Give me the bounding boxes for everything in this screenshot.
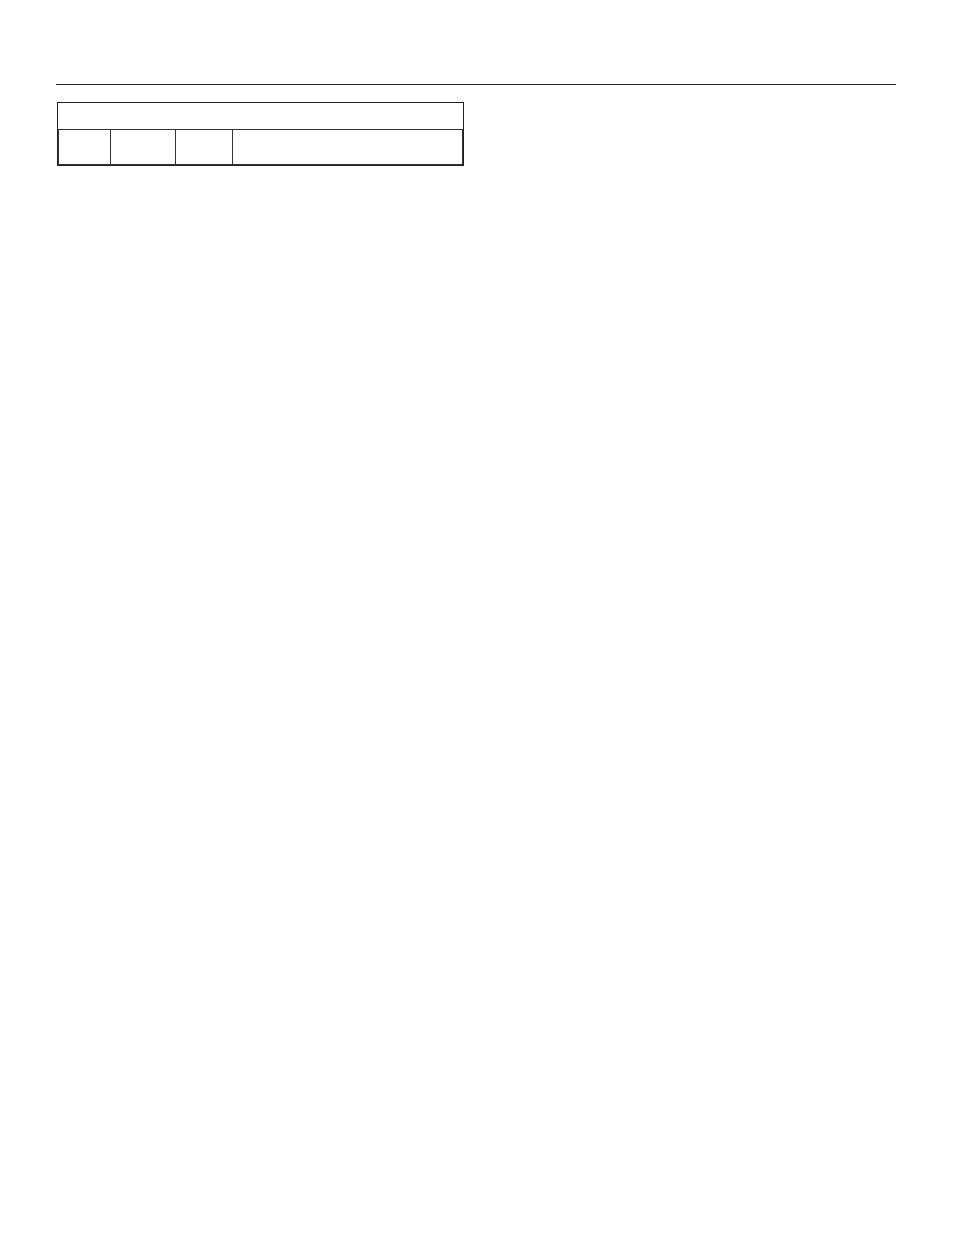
col-header-unit	[59, 130, 111, 165]
upflow-title	[58, 103, 463, 124]
upflow-table	[57, 102, 464, 166]
col-header-elbows	[233, 130, 463, 165]
upflow-grid	[58, 129, 463, 165]
col-header-pipe	[176, 130, 233, 165]
col-header-style	[111, 130, 176, 165]
header-rule	[56, 84, 896, 85]
